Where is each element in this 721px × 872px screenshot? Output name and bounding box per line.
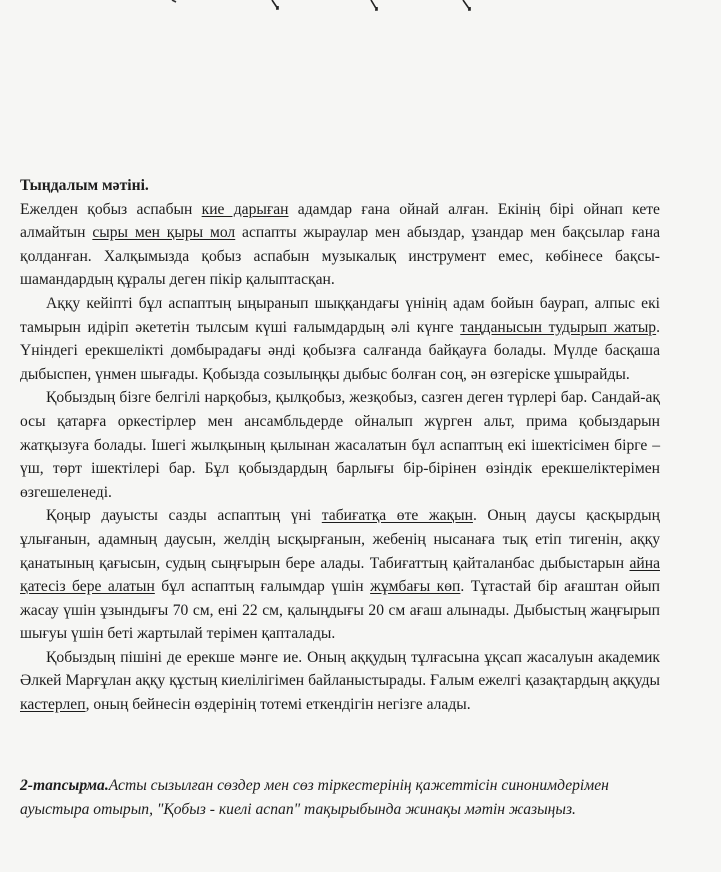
text-segment: Қобыздың бізге белгілі нарқобыз, қылқобыз, жезқобыз, сазген деген түрлері бар. Сандай-ақ осы қатарға оркестірлер мен ансамбльдерде ойналып жүрген альт, прима қобыздарын жатқызуға болады. Ішегі жылқының қылынан жасалатын бұл аспаптың екі ішектісімен бірге – үш, төрт ішектілері бар. Бұл қобыздардың барлығы бір-бірінен өзіндік ерекшеліктерімен өзгешеленеді.: [20, 389, 660, 501]
text-segment: Қобыздың пішіні де ерекше мәнге ие. Оның аққудың тұлғасына ұқсап жасалуын академик Әлкей Марғұлан аққу құстың киелілігімен байланыстырады. Ғалым ежелгі қазақтардың аққуды: [20, 648, 660, 690]
task-block: [20, 774, 660, 821]
underlined-phrase: айна қатесіз бере алатын: [20, 554, 660, 596]
paragraph: [20, 198, 660, 292]
task-text: Асты сызылған сөздер мен сөз тіркестерінің қажеттісін синонимдерімен ауыстыра отырып, "Қобыз - киелі аспап" тақырыбында жинақы мәтін жазыңыз.: [20, 777, 609, 818]
text-segment: . Тұтастай бір ағаштан ойып жасау үшін ұзындығы 70 см, ені 22 см, қалыңдығы 20 см ағаш алынады. Дыбыстың жаңғырып шығуы үшін беті жартылай терімен қапталады.: [20, 578, 660, 643]
top-decorative-marks: [0, 0, 721, 30]
text-segment: , оның бейнесін өздерінің тотемі еткендігін негізге алады.: [85, 696, 471, 714]
text-segment: адамдар ғана ойнай алған. Екінің бірі ойнап кете алмайтын: [20, 200, 660, 242]
underlined-phrase: таңданысын тудырып жатыр: [460, 318, 657, 336]
arrow-mark-icon: [272, 0, 278, 9]
text-segment: бұл аспаптың ғалымдар үшін: [154, 578, 371, 596]
underlined-phrase: табиғатқа өте жақын: [321, 507, 473, 525]
text-segment: Қоңыр дауысты сазды аспаптың үні: [46, 507, 322, 525]
underlined-phrase: кастерлеп: [20, 696, 86, 714]
paragraph: [20, 292, 660, 386]
paragraph: [20, 646, 660, 717]
stroke-mark-icon: [172, 0, 176, 2]
paragraphs-container: [20, 198, 660, 717]
text-title: Тыңдалым мәтіні.: [20, 177, 149, 194]
paragraph: [20, 386, 660, 504]
listening-text: [20, 174, 660, 717]
underlined-phrase: жұмбағы көп: [370, 578, 461, 596]
text-segment: аспапты жыраулар мен абыздар, ұзандар мен бақсылар ғана қолданған. Халқымызда қобыз аспабын музыкалық инструмент емес, көбінесе бақсы-шамандардың құралы деген пікір қалыптасқан.: [20, 224, 660, 289]
paragraph: [20, 504, 660, 646]
text-segment: Аққу кейіпті бұл аспаптың ыңыранып шыққандағы үнінің адам бойын баурап, алпыс екі тамырын идіріп әкететін тылсым күші ғалымдардың әлі күнге: [20, 294, 660, 336]
arrow-mark-icon: [463, 0, 470, 10]
text-segment: . Үніндегі ерекшелікті домбырадағы әнді қобызға салғанда байқауға болады. Мүлде басқаша дыбыспен, үнмен шығады. Қобызда созылыңқы дыбыс болған соң, ән өзгеріске ұшырайды.: [20, 318, 661, 383]
task-label: 2-тапсырма.: [20, 777, 109, 794]
arrow-mark-icon: [371, 0, 377, 10]
underlined-phrase: сыры мен қыры мол: [92, 224, 236, 242]
text-segment: . Оның даусы қасқырдың ұлығанын, адамның даусын, желдің ысқырғанын, жебенің нысанаға тық етіп тигенін, аққу қанатының қағысын, судың сыңғырын бере алады. Табиғаттың қайталанбас дыбыстарын: [20, 507, 660, 572]
text-segment: Ежелден қобыз аспабын: [20, 200, 202, 218]
underlined-phrase: кие дарыған: [201, 200, 289, 218]
